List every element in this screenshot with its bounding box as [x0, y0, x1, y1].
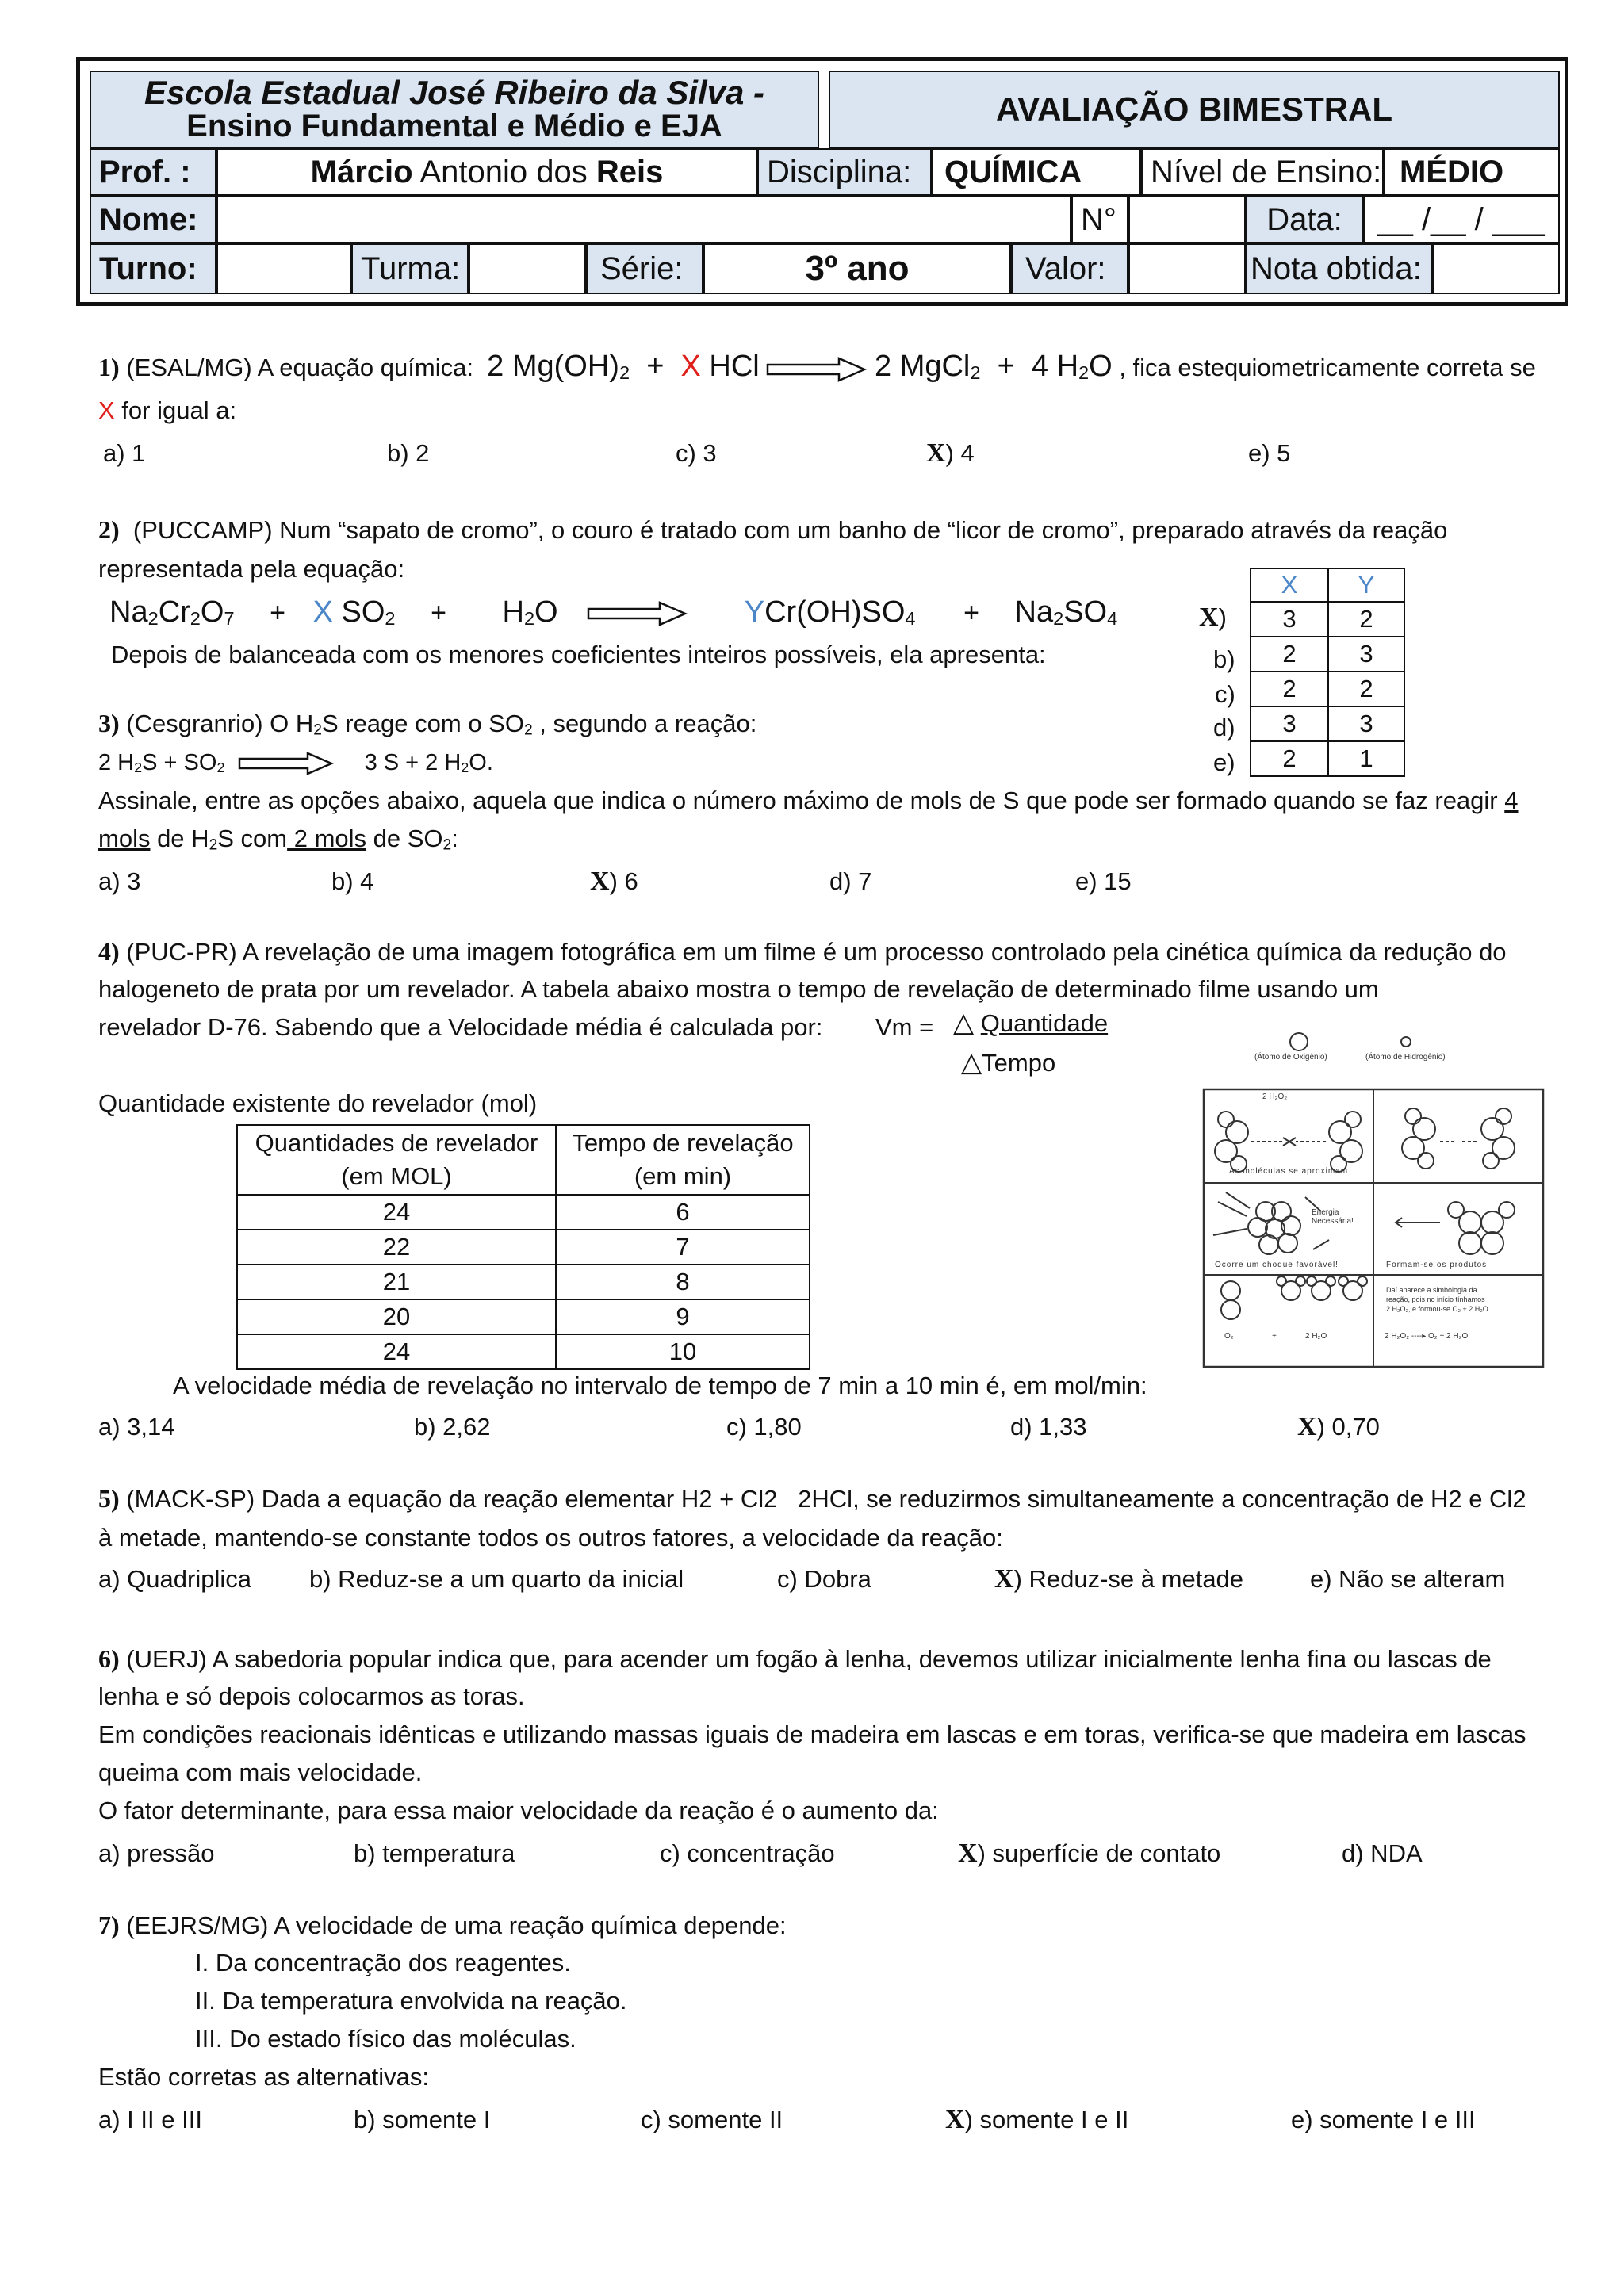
reaction-arrow-icon — [587, 600, 688, 627]
table-row — [1251, 706, 1404, 741]
school-name-line2: Ensino Fundamental e Médio e EJA — [186, 109, 722, 144]
table-row — [237, 1265, 810, 1299]
table-cell: 9 — [556, 1299, 810, 1334]
q5-line1 — [98, 1479, 1526, 1518]
turma-label-cell — [351, 243, 469, 294]
valor-label: Valor: — [1025, 251, 1106, 286]
q2-sub: 4 — [905, 608, 916, 629]
turma-field[interactable] — [469, 243, 586, 294]
exam-header — [76, 57, 1568, 306]
q7-text2: Estão corretas as alternativas: — [98, 2063, 429, 2091]
q3-sub: 2 — [134, 760, 143, 776]
disciplina-value: QUÍMICA — [944, 154, 1082, 189]
q6-line1 — [98, 1640, 1492, 1678]
answer-x-mark: X — [994, 1564, 1014, 1594]
q3-underline: mols — [98, 825, 151, 852]
q4-option-d[interactable]: d) 1,33 — [1010, 1413, 1087, 1441]
turno-label: Turno: — [99, 251, 197, 286]
q3-text: : — [451, 825, 458, 852]
q2-plus: + — [431, 598, 446, 628]
turno-label-cell — [90, 243, 216, 294]
q6-text5: O fator determinante, para essa maior velocidade da reação é o aumento da: — [98, 1797, 939, 1824]
table-cell: 24 — [237, 1334, 556, 1369]
q3-option-c[interactable] — [590, 863, 638, 901]
q7-option-a[interactable]: a) I II e III — [98, 2106, 202, 2133]
table-cell: 6 — [556, 1195, 810, 1230]
q1-hcl: HCl — [700, 350, 760, 383]
q2-croh: Cr(OH)SO — [764, 595, 906, 629]
q3-sub: 2 — [523, 721, 533, 739]
table-row — [237, 1230, 810, 1265]
q3-equation — [98, 744, 493, 782]
data-value: __ /__ / ___ — [1377, 201, 1545, 237]
header-text: Tempo de revelação — [572, 1129, 794, 1157]
q4-number: 4) — [98, 937, 120, 966]
figure-panel5-h2o: 2 H₂O — [1305, 1332, 1327, 1341]
q3-text: S reage com o SO — [321, 710, 524, 737]
q6-option-a[interactable]: a) pressão — [98, 1839, 215, 1867]
q2-plus: + — [963, 598, 979, 628]
q6-number: 6) — [98, 1644, 120, 1673]
q1-mgcl: 2 MgCl — [875, 350, 971, 383]
table-cell: 3 — [1328, 637, 1404, 672]
q5-text2: à metade, mantendo-se constante todos os outros fatores, a velocidade da reação: — [98, 1524, 1003, 1552]
figure-panel4-caption: Formam-se os produtos — [1386, 1261, 1488, 1269]
q1-option-c[interactable]: c) 3 — [676, 439, 717, 467]
answer-x-mark: X — [1199, 603, 1219, 632]
q7-number: 7) — [98, 1911, 120, 1939]
table-cell: 3 — [1251, 706, 1328, 741]
data-field[interactable] — [1363, 196, 1560, 243]
q7-option-b[interactable]: b) somente I — [354, 2106, 491, 2133]
delta-icon: △ — [953, 1008, 975, 1038]
q2-sub: 7 — [224, 608, 235, 629]
q7-item-3: III. Do estado físico das moléculas. — [195, 2025, 576, 2053]
q2-option-c-label[interactable]: c) — [1215, 680, 1235, 708]
table-cell: 24 — [237, 1195, 556, 1230]
figure-panel6-equation: 2 H₂O₂ ----▸ O₂ + 2 H₂O — [1385, 1332, 1469, 1341]
q4-revelador-table — [236, 1124, 810, 1370]
table-row — [1251, 602, 1404, 637]
table-row — [1251, 637, 1404, 672]
answer-x-mark: X — [958, 1839, 978, 1868]
school-name-line1: Escola Estadual José Ribeiro da Silva - — [144, 74, 764, 111]
q1-x-var: X — [680, 350, 701, 383]
table-cell: 2 — [1251, 741, 1328, 776]
q5-option-b[interactable]: b) Reduz-se a um quarto da inicial — [309, 1565, 684, 1593]
exam-title-cell — [829, 71, 1560, 148]
q1-plus: + — [630, 350, 681, 383]
q4-option-b[interactable]: b) 2,62 — [414, 1413, 491, 1441]
q3-eq: S + SO — [142, 750, 217, 775]
table-row — [237, 1195, 810, 1230]
valor-field[interactable] — [1128, 243, 1246, 294]
table-row — [1251, 568, 1404, 602]
prof-label-cell — [90, 148, 216, 196]
q4-option-e-text: ) 0,70 — [1316, 1413, 1380, 1441]
q2-option-b-label[interactable]: b) — [1213, 645, 1235, 673]
q3-option-e[interactable]: e) 15 — [1075, 867, 1132, 895]
q2-cr: Cr — [158, 595, 190, 629]
nota-field[interactable] — [1433, 243, 1560, 294]
q1-option-d[interactable] — [926, 434, 975, 473]
figure-legend-hydrogen: (Átomo de Hidrogênio) — [1365, 1053, 1446, 1062]
q1-option-d-text: ) 4 — [945, 439, 975, 467]
serie-value-cell — [703, 243, 1011, 294]
q5-option-a[interactable]: a) Quadriplica — [98, 1565, 251, 1593]
q7-item-2: II. Da temperatura envolvida na reação. — [195, 1987, 627, 2015]
q2-row-label: ) — [1218, 603, 1227, 631]
q1-option-e[interactable]: e) 5 — [1248, 439, 1291, 467]
q6-text4: queima com mais velocidade. — [98, 1758, 423, 1786]
figure-panel3-caption: Ocorre um choque favorável! — [1215, 1261, 1339, 1269]
q3-underline: 4 — [1504, 786, 1519, 814]
figure-panel5-o2: O₂ — [1224, 1332, 1234, 1341]
figure-legend-oxygen: (Átomo de Oxigênio) — [1254, 1053, 1327, 1062]
q2-h: H — [502, 595, 524, 629]
q4-denominator-text: Tempo — [982, 1049, 1056, 1077]
q3-eq: O. — [469, 750, 493, 775]
q2-sub: 2 — [523, 608, 535, 629]
serie-label: Série: — [600, 251, 684, 286]
q1-line2 — [98, 392, 236, 430]
q2-sub: 4 — [1107, 608, 1118, 629]
q2-y-var: Y — [744, 595, 765, 629]
molecule-diagram-icon — [1202, 1027, 1545, 1370]
table-cell: 20 — [237, 1299, 556, 1334]
q6-text3: Em condições reacionais idênticas e utilizando massas iguais de madeira em lascas e em toras, verifica-se que madeira em lascas — [98, 1720, 1526, 1748]
q5-number: 5) — [98, 1484, 120, 1513]
figure-panel1-title: 2 H₂O₂ — [1262, 1093, 1288, 1101]
q6-option-e[interactable]: d) NDA — [1342, 1839, 1423, 1867]
q4-denominator — [961, 1043, 1055, 1082]
figure-panel6-text: reação, pois no início tínhamos — [1386, 1295, 1485, 1303]
q2-na: Na — [1014, 595, 1054, 629]
q3-line1 — [98, 704, 756, 743]
prof-last-name: Reis — [596, 154, 664, 189]
nota-label: Nota obtida: — [1251, 251, 1422, 286]
turma-label: Turma: — [361, 251, 461, 286]
answer-x-mark: X — [926, 438, 946, 468]
data-label-cell — [1246, 196, 1363, 243]
q2-option-e-label[interactable]: e) — [1213, 748, 1235, 776]
header-text: (em min) — [634, 1162, 732, 1190]
q4-option-e[interactable] — [1297, 1408, 1380, 1446]
q1-eq-left — [487, 350, 760, 383]
q1-line2-text: for igual a: — [114, 396, 237, 424]
q4-option-c[interactable]: c) 1,80 — [726, 1413, 802, 1441]
q4-vm-formula: Vm = — [875, 1013, 934, 1041]
table-cell: 2 — [1251, 672, 1328, 706]
q2-so: SO — [1063, 595, 1108, 629]
delta-icon: △ — [961, 1047, 982, 1077]
q3-line3 — [98, 820, 458, 858]
nivel-label: Nível de Ensino: — [1151, 154, 1382, 189]
numero-label-cell — [1071, 196, 1128, 243]
q1-o: O — [1089, 350, 1113, 383]
q3-eq: 2 H — [98, 750, 135, 775]
table-header-x: X — [1251, 568, 1328, 602]
q3-text: de SO — [366, 825, 443, 852]
q1-tail: , fica estequiometricamente correta se — [1112, 354, 1536, 381]
q3-option-d[interactable]: d) 7 — [829, 867, 872, 895]
q3-text: (Cesgranrio) O H — [119, 710, 314, 737]
q1-option-b[interactable]: b) 2 — [387, 439, 430, 467]
table-row — [237, 1299, 810, 1334]
valor-label-cell — [1011, 243, 1128, 294]
q6-text1: (UERJ) A sabedoria popular indica que, para acender um fogão à lenha, devemos utilizar inicialmente lenha fina ou lascas de — [119, 1645, 1492, 1673]
nome-label-cell — [90, 196, 216, 243]
table-cell: 21 — [237, 1265, 556, 1299]
q3-number: 3) — [98, 709, 120, 737]
q3-text: de H — [150, 825, 209, 852]
table-header — [237, 1125, 556, 1195]
header-text: (em MOL) — [341, 1162, 452, 1190]
table-cell: 3 — [1251, 602, 1328, 637]
q2-text1: (PUCCAMP) Num “sapato de cromo”, o couro é tratado com um banho de “licor de cromo”, preparado através da reação — [119, 516, 1448, 544]
q2-sub: 2 — [1053, 608, 1064, 629]
serie-label-cell — [586, 243, 703, 294]
q2-text2: representada pela equação: — [98, 555, 405, 583]
answer-x-mark: X — [590, 867, 610, 896]
table-header — [556, 1125, 810, 1195]
prof-label: Prof. : — [99, 154, 191, 189]
q3-sub: 2 — [461, 760, 469, 776]
q3-sub: 2 — [313, 721, 322, 739]
q3-option-a[interactable]: a) 3 — [98, 867, 141, 895]
nota-label-cell — [1246, 243, 1433, 294]
reaction-arrow-icon — [766, 356, 868, 383]
q1-sub: 2 — [1078, 362, 1090, 384]
table-row — [237, 1125, 810, 1195]
q3-text: , segundo a reação: — [532, 710, 757, 737]
q2-answer-table — [1250, 568, 1405, 777]
q3-option-c-text: ) 6 — [609, 867, 638, 895]
q4-option-a[interactable]: a) 3,14 — [98, 1413, 175, 1441]
q4-question: A velocidade média de revelação no intervalo de tempo de 7 min a 10 min é, em mol/min: — [173, 1372, 1147, 1399]
q1-line1 — [98, 347, 1536, 387]
q4-text1: (PUC-PR) A revelação de uma imagem fotográfica em um filme é um processo controlado pela cinética química da redução do — [119, 938, 1507, 966]
q2-option-a-label[interactable] — [1199, 603, 1227, 633]
figure-panel5-plus: + — [1272, 1332, 1277, 1341]
nivel-label-cell — [1141, 148, 1384, 196]
disciplina-value-cell — [932, 148, 1141, 196]
table-cell: 2 — [1328, 672, 1404, 706]
q7-option-d-text: ) somente I e II — [964, 2106, 1129, 2133]
q2-option-d-label[interactable]: d) — [1213, 714, 1235, 741]
table-row — [1251, 672, 1404, 706]
nome-field[interactable] — [216, 196, 1071, 243]
q7-line1 — [98, 1906, 787, 1945]
serie-value: 3º ano — [805, 249, 910, 288]
q1-source: (ESAL/MG) A equação química: — [119, 354, 481, 381]
figure-panel1-caption: As moléculas se aproximam — [1229, 1167, 1349, 1176]
figure-panel6-text: 2 H₂O₂, e formou-se O₂ + 2 H₂O — [1386, 1305, 1488, 1313]
q2-o: O — [200, 595, 224, 629]
table-cell: 2 — [1251, 637, 1328, 672]
table-row — [1251, 741, 1404, 776]
q3-line2 — [98, 782, 1519, 820]
q2-so: SO — [341, 595, 385, 629]
q5-text1: (MACK-SP) Dada a equação da reação elementar H2 + Cl2 2HCl, se reduzirmos simultaneamente a concentração de H2 e Cl2 — [119, 1485, 1526, 1513]
q5-option-d[interactable] — [994, 1560, 1243, 1598]
table-row — [237, 1334, 810, 1369]
q2-line1 — [98, 511, 1447, 549]
reaction-arrow-icon — [238, 751, 335, 776]
q2-na: Na — [109, 595, 148, 629]
q2-sub: 2 — [190, 608, 201, 629]
table-cell: 3 — [1328, 706, 1404, 741]
table-cell: 1 — [1328, 741, 1404, 776]
q2-x-var: X — [312, 595, 333, 629]
disciplina-label-cell — [757, 148, 932, 196]
figure-panel6-text: Daí aparece a simbologia da — [1386, 1286, 1477, 1294]
q7-option-d[interactable] — [945, 2101, 1128, 2139]
q4-numerator-text: Quantidade — [980, 1009, 1109, 1037]
answer-x-mark: X — [1297, 1412, 1317, 1441]
q1-mgoh: 2 Mg(OH) — [487, 350, 619, 383]
q2-sub: 2 — [385, 608, 396, 629]
q6-option-b[interactable]: b) temperatura — [354, 1839, 515, 1867]
q6-text2: lenha e só depois colocarmos as toras. — [98, 1682, 525, 1710]
q3-text: S com — [217, 825, 288, 852]
nome-label: Nome: — [99, 201, 198, 237]
prof-name-cell — [216, 148, 757, 196]
table-cell: 22 — [237, 1230, 556, 1265]
numero-label: N° — [1081, 201, 1116, 237]
header-text: Quantidades de revelador — [255, 1129, 538, 1157]
table-cell: 7 — [556, 1230, 810, 1265]
q4-numerator — [953, 1004, 1108, 1043]
q7-option-e[interactable]: e) somente I e III — [1291, 2106, 1476, 2133]
q4-text3: revelador D-76. Sabendo que a Velocidade média é calculada por: — [98, 1013, 823, 1041]
nivel-value: MÉDIO — [1400, 154, 1504, 189]
numero-field[interactable] — [1128, 196, 1246, 243]
q5-option-d-text: ) Reduz-se à metade — [1013, 1565, 1244, 1593]
q6-option-c[interactable]: c) concentração — [660, 1839, 835, 1867]
figure-panel3-label: Energia Necessária! — [1312, 1208, 1354, 1226]
q2-plus: + — [270, 598, 285, 628]
q1-sub: 2 — [619, 362, 630, 384]
q4-line1 — [98, 932, 1507, 971]
q6-option-d[interactable] — [958, 1835, 1220, 1873]
q3-sub: 2 — [216, 760, 225, 776]
q1-sub: 2 — [970, 362, 981, 384]
q4-text2: halogeneto de prata por um revelador. A tabela abaixo mostra o tempo de revelação de determinado filme usando um — [98, 975, 1379, 1003]
q1-eq-right — [875, 350, 1113, 383]
table-cell: 2 — [1328, 602, 1404, 637]
q7-item-1: I. Da concentração dos reagentes. — [195, 1949, 571, 1976]
q2-sub: 2 — [147, 608, 159, 629]
q2-o: O — [534, 595, 558, 629]
q3-sub: 2 — [209, 836, 218, 854]
q2-text3: Depois de balanceada com os menores coeficientes inteiros possíveis, ela apresenta: — [111, 641, 1046, 668]
q3-sub: 2 — [442, 836, 452, 854]
exam-title: AVALIAÇÃO BIMESTRAL — [995, 90, 1393, 128]
q7-text1: (EEJRS/MG) A velocidade de uma reação química depende: — [119, 1911, 787, 1939]
q1-number: 1) — [98, 353, 120, 381]
nivel-value-cell — [1384, 148, 1560, 196]
prof-first-name: Márcio — [310, 154, 413, 189]
q1-x-var: X — [98, 396, 115, 424]
q1-h2o: + 4 H — [980, 350, 1079, 383]
q2-equation — [109, 591, 1117, 633]
turno-field[interactable] — [216, 243, 351, 294]
q4-text4: Quantidade existente do revelador (mol) — [98, 1089, 538, 1117]
q2-number: 2) — [98, 515, 120, 544]
q3-eq: 3 S + 2 H — [364, 750, 462, 775]
answer-x-mark: X — [945, 2105, 965, 2134]
school-name-cell — [90, 71, 819, 148]
data-label: Data: — [1266, 201, 1342, 237]
table-header-y: Y — [1328, 568, 1404, 602]
prof-middle-name: Antonio dos — [412, 154, 596, 189]
disciplina-label: Disciplina: — [767, 154, 912, 189]
table-cell: 10 — [556, 1334, 810, 1369]
q5-option-c[interactable]: c) Dobra — [777, 1565, 871, 1593]
q5-option-e[interactable]: e) Não se alteram — [1310, 1565, 1506, 1593]
q6-option-d-text: ) superfície de contato — [977, 1839, 1221, 1867]
q3-underline: 2 mols — [287, 825, 367, 852]
table-cell: 8 — [556, 1265, 810, 1299]
h2o2-reaction-figure — [1202, 1027, 1545, 1370]
q3-text: Assinale, entre as opções abaixo, aquela que indica o número máximo de mols de S que pode ser formado quando se faz reagir — [98, 786, 1505, 814]
q7-option-c[interactable]: c) somente II — [641, 2106, 783, 2133]
q3-option-b[interactable]: b) 4 — [331, 867, 374, 895]
q1-option-a[interactable]: a) 1 — [103, 439, 146, 467]
